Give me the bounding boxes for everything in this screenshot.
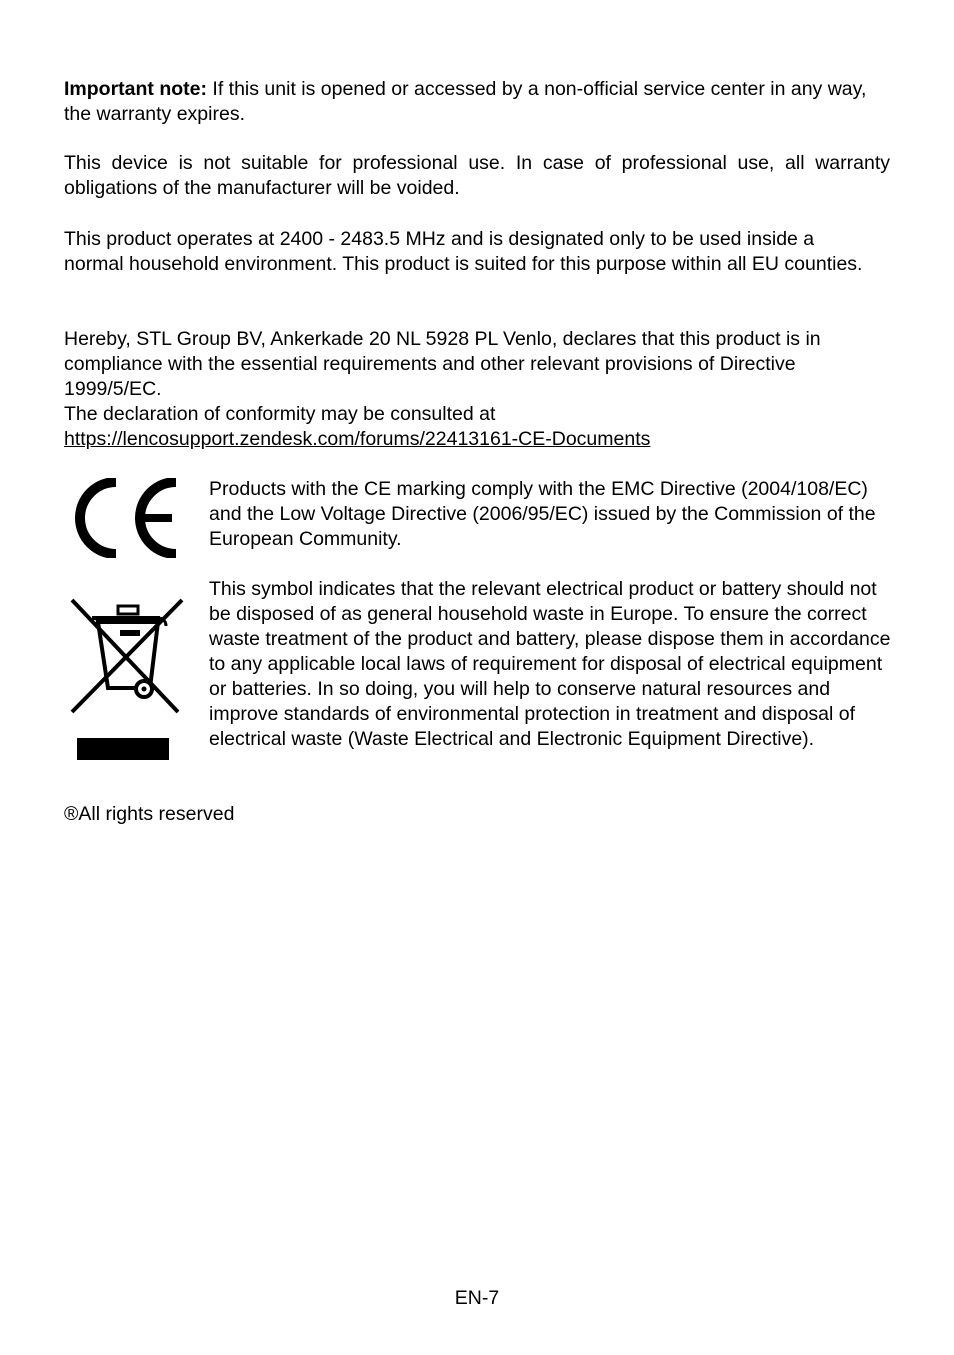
- weee-text: This symbol indicates that the relevant electrical product or battery should not be disposed of as general household waste in Europe. To ensure the correct waste treatment of the product and battery, please dispose them in accordance to any applicable local laws of requirement for disposal of electrical equipment or batteries. In so doing, you will help to conserve natural resources and improve standards of environmental protection in treatment and disposal of electrical waste (Waste Electrical and Electronic Equipment Directive).: [209, 578, 891, 750]
- rights-reserved: ®All rights reserved: [64, 803, 235, 825]
- declaration-line-1: Hereby, STL Group BV, Ankerkade 20 NL 5928 PL Venlo, declares that this product is in: [64, 328, 821, 350]
- page-number: EN-7: [454, 1287, 500, 1309]
- declaration-consult-text: The declaration of conformity may be consulted at: [64, 403, 496, 425]
- ce-marking-text: Products with the CE marking comply with the EMC Directive (2004/108/EC) and the Low Voltage Directive (2006/95/EC) issued by the Commission of the European Community.: [209, 478, 876, 550]
- crossed-out-wheelie-bin-icon: [68, 596, 186, 762]
- declaration-line-2: compliance with the essential requirements and other relevant provisions of Directive: [64, 353, 796, 375]
- frequency-note: This product operates at 2400 - 2483.5 MHz and is designated only to be used inside a normal household environment. This product is suited for this purpose within all EU counties.: [64, 228, 863, 275]
- declaration-link[interactable]: https://lencosupport.zendesk.com/forums/22413161-CE-Documents: [64, 428, 651, 450]
- important-note-text: If this unit is opened or accessed by a non-official service center in any way, the warranty expires.: [64, 78, 867, 125]
- important-note: [64, 77, 890, 127]
- professional-use-note: This device is not suitable for professional use. In case of professional use, all warranty obligations of the manufacturer will be voided.: [64, 152, 890, 199]
- ce-marking-icon: [68, 478, 180, 558]
- declaration-line-3: 1999/5/EC.: [64, 378, 162, 400]
- important-note-label: Important note:: [64, 78, 207, 100]
- declaration-block: [64, 327, 890, 452]
